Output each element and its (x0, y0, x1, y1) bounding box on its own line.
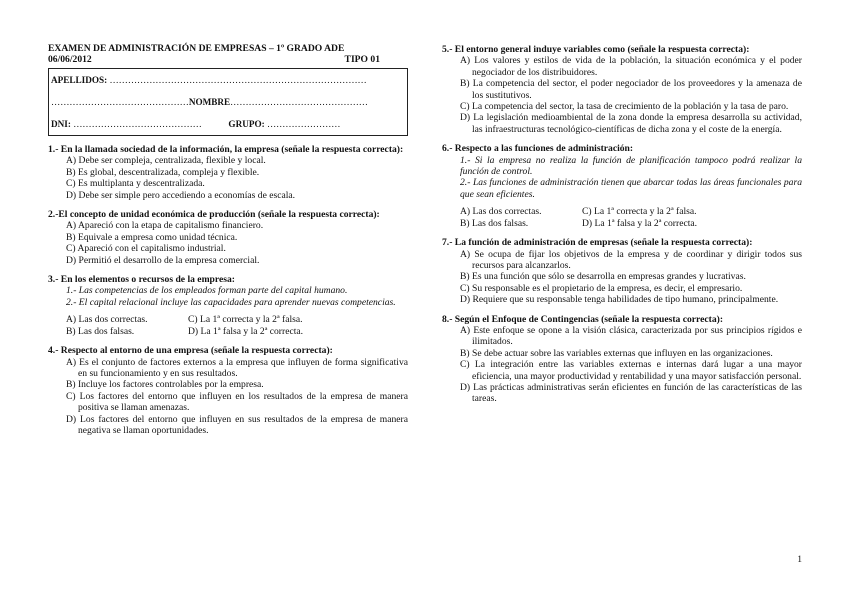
apellidos-label: APELLIDOS: (51, 75, 108, 85)
student-info-box (48, 68, 408, 136)
option-b[interactable]: B) La competencia del sector, el poder negociador de los proveedores y la amenaza de los sustitutivos. (460, 78, 802, 101)
option-d[interactable]: D) La legislación medioambiental de la zona donde la empresa desarrolla su actividad, las infraestructuras tecnológico-científicas de dicha zona y el coste de la energía. (460, 112, 802, 135)
nombre-label: NOMBRE (188, 97, 231, 107)
exam-date: 06/06/2012 (48, 53, 92, 65)
option-c[interactable]: C) La integración entre las variables externas e internas dará lugar a una mayor eficiencia, una mayor productividad y rentabilidad y una mayor satisfacción personal. (460, 359, 802, 382)
apellidos-field[interactable]: ………………………………………………………………………… (109, 75, 367, 85)
question-7 (442, 237, 802, 305)
question-5 (442, 44, 802, 135)
option-a[interactable]: A) Este enfoque se opone a la visión clásica, caracterizada por sus principios rígidos e ilimitados. (460, 324, 802, 348)
option-a[interactable]: A) Se ocupa de fijar los objetivos de la empresa y de coordinar y dirigir todos sus recursos para alcanzarlos. (460, 248, 802, 271)
option-b[interactable]: B) Equivale a empresa como unidad técnica. (66, 231, 238, 243)
option-c[interactable]: C) La competencia del sector, la tasa de crecimiento de la población y la tasa de paro. (460, 101, 789, 113)
option-c[interactable]: C) Los factores del entorno que influyen en los resultados de la empresa de manera positiva se llaman amenazas. (66, 390, 408, 414)
option-d[interactable]: D) Las prácticas administrativas serán eficientes en función de las características de las tareas. (460, 381, 802, 405)
nombre-field[interactable]: ……………………………………… (230, 97, 368, 107)
options-grid (48, 314, 408, 337)
option-d[interactable]: D) Debe ser simple pero accediendo a economías de escala. (66, 189, 296, 201)
question-title: 2.-El concepto de unidad económica de producción (señale la respuesta correcta): (48, 209, 380, 221)
question-3 (48, 274, 408, 337)
question-4 (48, 345, 408, 436)
grupo-field[interactable]: …………………… (266, 119, 341, 129)
question-title: 4.- Respecto al entorno de una empresa (señale la respuesta correcta): (48, 345, 333, 357)
option-c[interactable]: C) Es multiplanta y descentralizada. (66, 178, 205, 190)
question-title: 1.- En la llamada sociedad de la información, la empresa (señale la respuesta correcta): (48, 144, 404, 155)
option-a[interactable]: A) Apareció con la etapa de capitalismo financiero. (66, 220, 264, 232)
option-d[interactable]: D) Permitió el desarrollo de la empresa comercial. (66, 254, 260, 266)
exam-tipo: TIPO 01 (344, 53, 380, 65)
option-b[interactable]: B) Es global, descentralizada, compleja y flexible. (66, 166, 260, 178)
option-d[interactable]: D) Requiere que su responsable tenga habilidades de tipo humano, principalmente. (460, 294, 779, 306)
question-1 (48, 144, 408, 201)
page-number: 1 (797, 554, 802, 565)
left-column (48, 44, 408, 436)
option-a[interactable]: A) Debe ser compleja, centralizada, flexible y local. (66, 155, 266, 167)
nombre-line (51, 97, 405, 119)
option-b[interactable]: B) Se debe actuar sobre las variables externas que influyen en las organizaciones. (460, 347, 773, 359)
options-grid (442, 206, 802, 229)
option-a[interactable]: A) Los valores y estilos de vida de la población, la situación económica y el poder negociador de los distribuidores. (460, 55, 802, 78)
option-c[interactable]: C) La 1ª correcta y la 2ª falsa. (582, 206, 697, 218)
grupo-label: GRUPO: (228, 119, 265, 129)
dni-label: DNI: (51, 119, 71, 129)
statement-2: 2.- Las funciones de administración tienen que abarcar todas las áreas funcionales para que sean eficientes. (460, 177, 802, 200)
question-6 (442, 143, 802, 229)
option-a[interactable]: A) Es el conjunto de factores externos a la empresa que influyen de forma significativa en su funcionamiento y en sus resultados. (66, 356, 408, 379)
question-title: 5.- El entorno general induye variables como (señale la respuesta correcta): (442, 44, 750, 55)
option-c[interactable]: C) La 1ª correcta y la 2ª falsa. (188, 314, 303, 326)
apellidos-line (51, 75, 405, 97)
option-d[interactable]: D) La 1ª falsa y la 2ª correcta. (582, 217, 698, 229)
option-a[interactable]: A) Las dos correctas. (460, 206, 542, 218)
question-title: 8.- Según el Enfoque de Contingencias (señale la respuesta correcta): (442, 313, 724, 325)
question-title: 7.- La función de administración de empresas (señale la respuesta correcta): (442, 237, 753, 249)
option-c[interactable]: C) Apareció con el capitalismo industrial. (66, 243, 226, 255)
question-title: 3.- En los elementos o recursos de la empresa: (48, 274, 235, 286)
option-b[interactable]: B) Es una función que sólo se desarrolla en empresas grandes y lucrativas. (460, 271, 746, 283)
exam-header (48, 44, 408, 65)
right-column (442, 44, 802, 405)
option-c[interactable]: C) Su responsable es el propietario de la empresa, es decir, el empresario. (460, 282, 743, 294)
exam-title: EXAMEN DE ADMINISTRACIÓN DE EMPRESAS – 1º GRADO ADE (48, 43, 345, 54)
question-2 (48, 209, 408, 266)
option-b[interactable]: B) Las dos falsas. (66, 325, 135, 337)
option-d[interactable]: D) Los factores del entorno que influyen en sus resultados de la empresa de manera negativa se llaman oportunidades. (66, 413, 408, 436)
statement-2: 2.- El capital relacional incluye las capacidades para aprender nuevas competencias. (66, 296, 396, 308)
question-8 (442, 314, 802, 405)
dni-grupo-line (51, 119, 405, 133)
statement-1: 1.- Las competencias de los empleados forman parte del capital humano. (66, 285, 348, 297)
statement-1: 1.- Si la empresa no realiza la función de planificación tampoco podrá realizar la función de control. (460, 154, 802, 178)
option-b[interactable]: B) Incluye los factores controlables por la empresa. (66, 379, 264, 391)
option-d[interactable]: D) La 1ª falsa y la 2ª correcta. (188, 325, 304, 337)
option-b[interactable]: B) Las dos falsas. (460, 217, 529, 229)
option-a[interactable]: A) Las dos correctas. (66, 314, 148, 326)
nombre-field-pre[interactable]: ……………………………………… (51, 97, 189, 107)
dni-field[interactable]: …………………………………… (73, 119, 202, 129)
question-title: 6.- Respecto a las funciones de administración: (442, 143, 634, 155)
